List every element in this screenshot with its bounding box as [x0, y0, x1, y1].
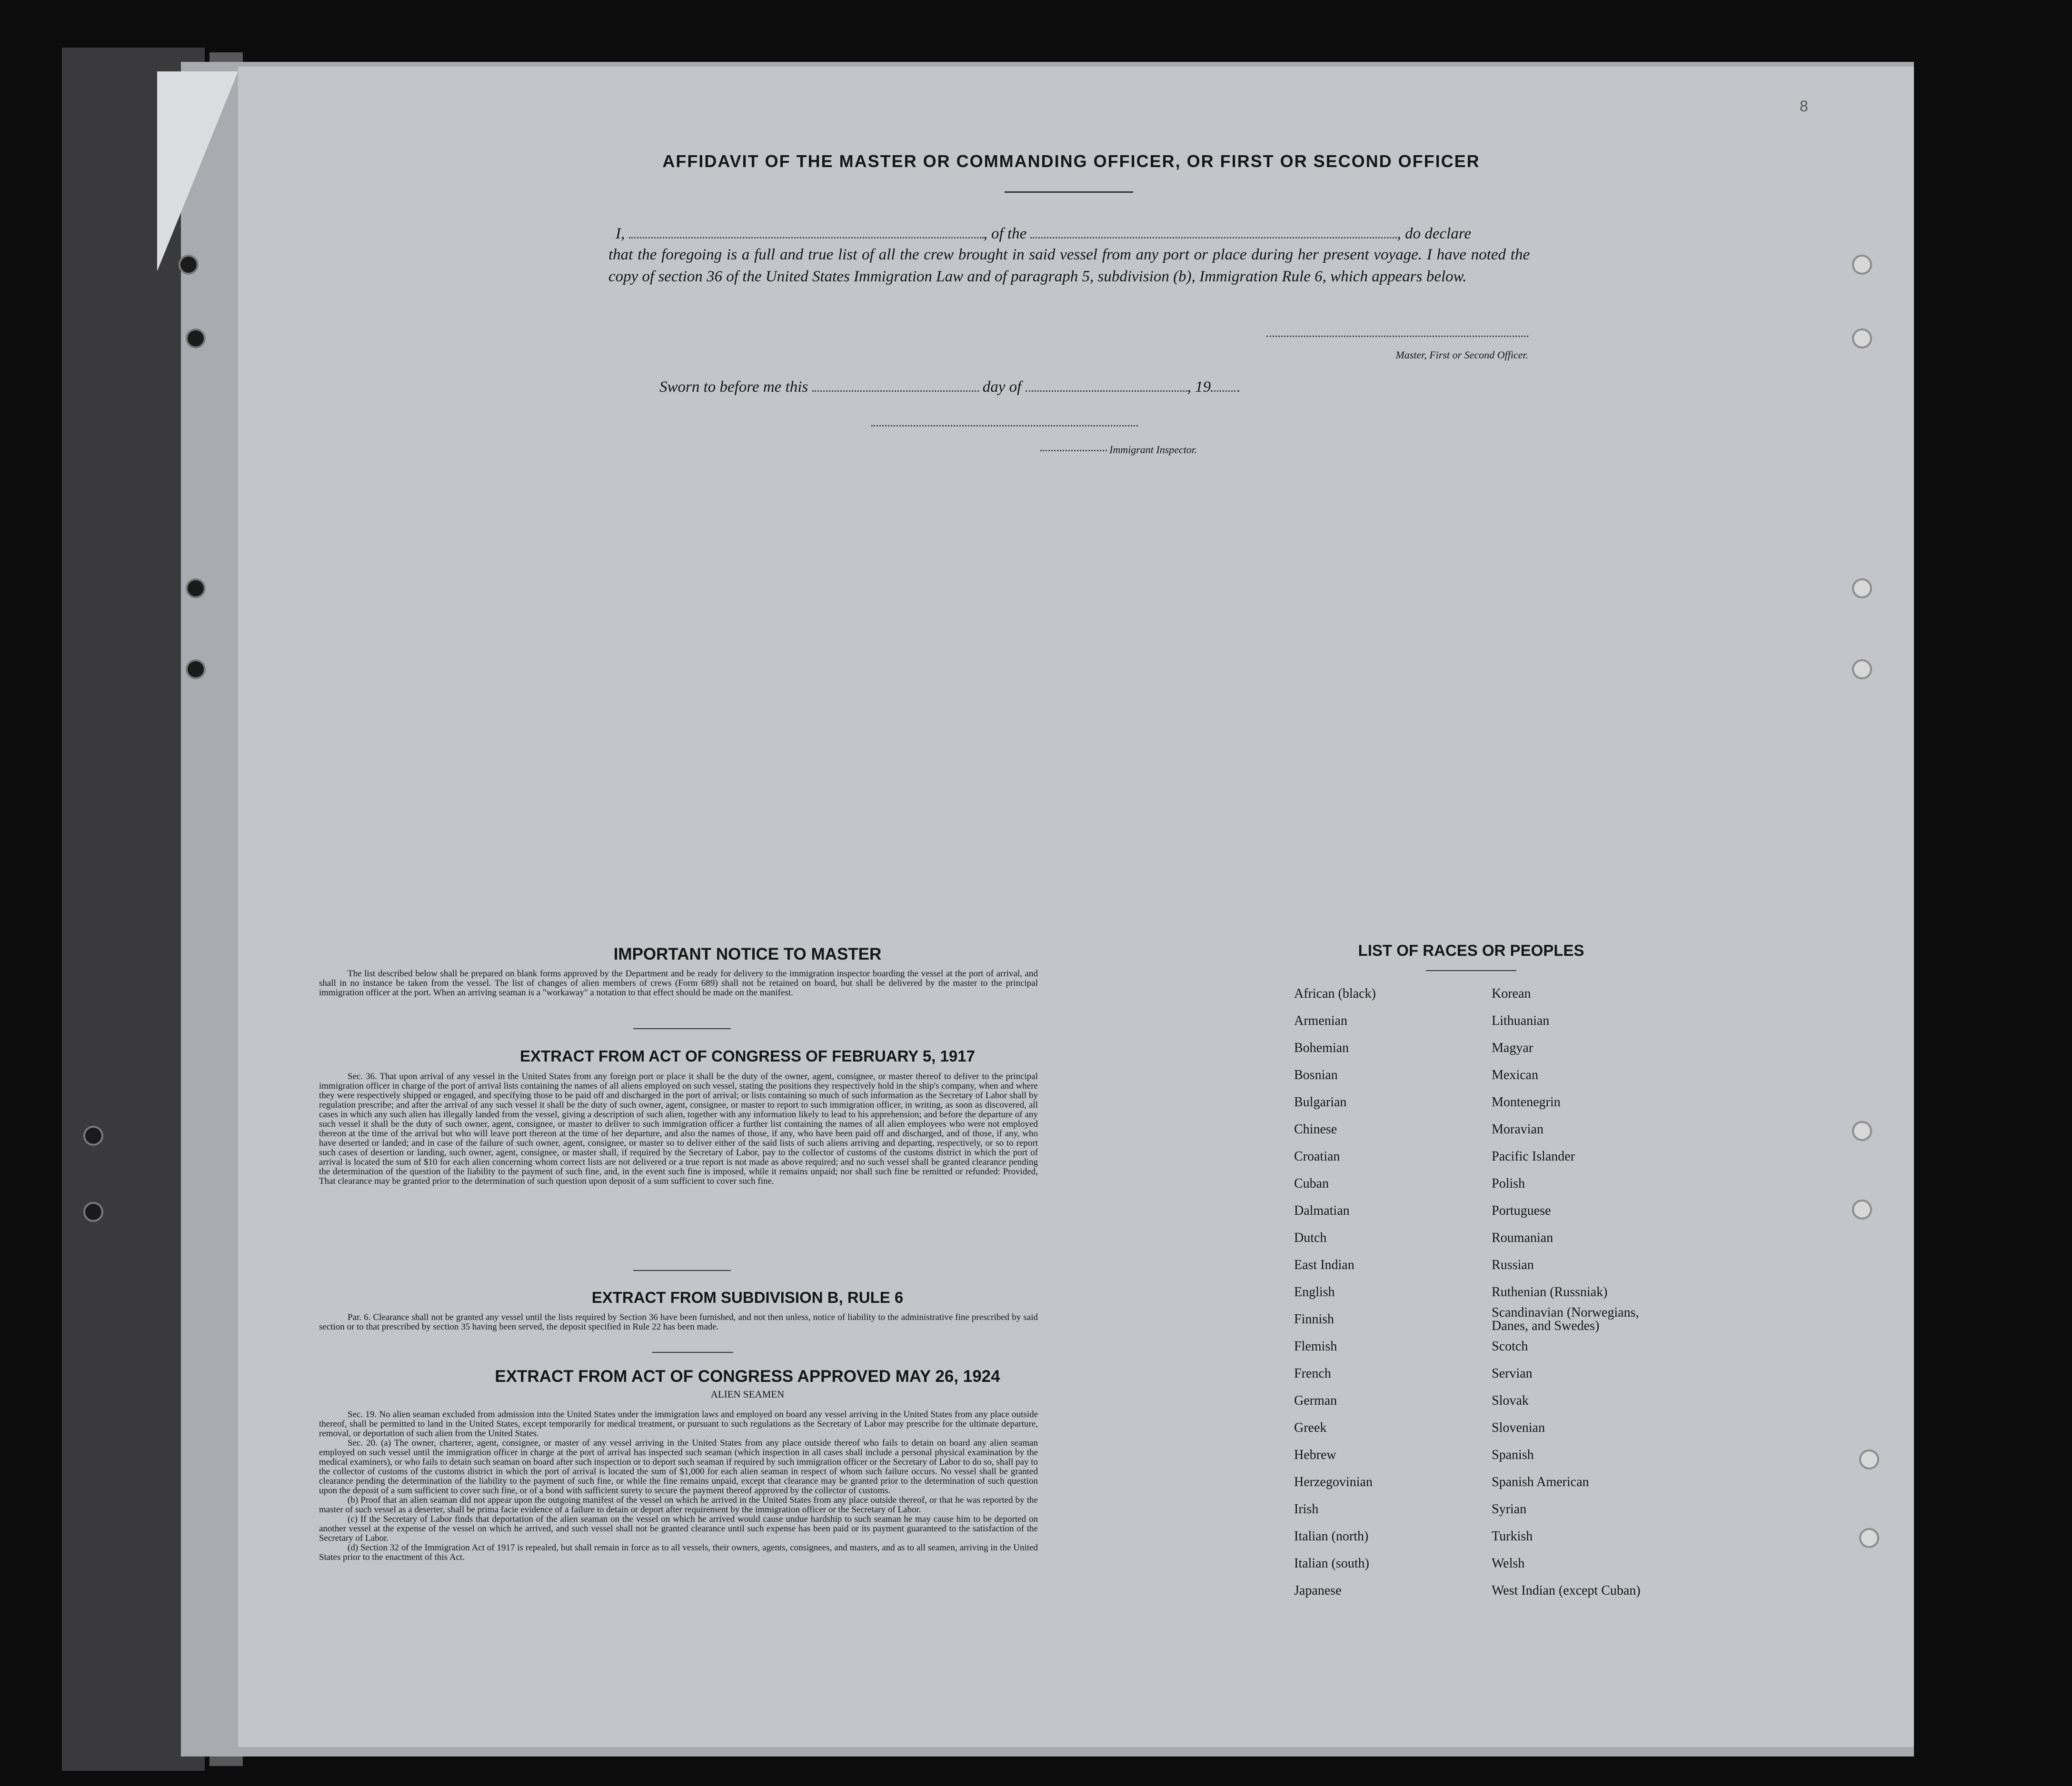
race-item: Cuban	[1294, 1176, 1329, 1191]
punch-hole	[1859, 1449, 1879, 1469]
year-blank	[1211, 379, 1239, 392]
race-item: East Indian	[1294, 1258, 1355, 1272]
notice-body	[319, 969, 1038, 998]
sec20d-text: (d) Section 32 of the Immigration Act of 1917 is repealed, but shall remain in force as to all vessels, their owners, agents, consignees, and masters, and as to all seamen, arriving in the United States prior to the enactment of this Act.	[319, 1543, 1038, 1562]
race-item: Mexican	[1492, 1068, 1538, 1082]
race-item: Moravian	[1492, 1122, 1544, 1137]
race-item: Flemish	[1294, 1339, 1337, 1354]
sworn-label: Sworn to before me this	[659, 378, 808, 396]
notice-title: IMPORTANT NOTICE TO MASTER	[613, 945, 882, 963]
race-item: Scandinavian (Norwegians, Danes, and Swedes)	[1492, 1305, 1639, 1333]
race-item: Scotch	[1492, 1339, 1528, 1354]
sec19-text: Sec. 19. No alien seaman excluded from admission into the United States under the immigration laws and employed on board any vessel arriving in the United States from any place outside thereof, shall be permitted to land in the United States, except temporarily for medical treatment, or pursuant to such regulations as the Secretary of Labor may prescribe for the ultimate departure, removal, or deportation of such alien from the United States.	[319, 1409, 1038, 1439]
year-label: , 19	[1187, 378, 1211, 396]
punch-hole	[1852, 1200, 1872, 1220]
races-title: LIST OF RACES OR PEOPLES	[1358, 942, 1584, 959]
punch-hole	[1852, 1121, 1872, 1141]
extract-1924-body	[319, 1410, 1038, 1562]
declaration-body: that the foregoing is a full and true list of all the crew brought in said vessel from any port or place during her present voyage. I have noted the copy of section 36 of the United States Immigration Law and of paragraph 5, subdivision (b), Immigration Rule 6, which appears below.	[608, 246, 1530, 285]
day-blank	[812, 379, 979, 392]
race-item: Croatian	[1294, 1149, 1340, 1164]
race-item: Bulgarian	[1294, 1095, 1347, 1110]
master-signature-line	[1266, 336, 1528, 337]
race-item: Ruthenian (Russniak)	[1492, 1285, 1608, 1300]
race-item: English	[1294, 1285, 1335, 1300]
race-item: Syrian	[1492, 1502, 1527, 1517]
sworn-line	[659, 376, 1239, 398]
race-item: Korean	[1492, 986, 1531, 1001]
extract-1924-title: EXTRACT FROM ACT OF CONGRESS APPROVED MAY 26, 1924	[495, 1367, 1000, 1386]
binder-hole	[186, 328, 206, 348]
race-item: Bohemian	[1294, 1041, 1349, 1055]
punch-hole	[1852, 255, 1872, 275]
race-item: Polish	[1492, 1176, 1525, 1191]
race-item: Irish	[1294, 1502, 1319, 1517]
declaration-line	[608, 223, 1530, 245]
race-item: Welsh	[1492, 1556, 1525, 1571]
par6-text: Par. 6. Clearance shall not be granted any vessel until the lists required by Section 36 have been furnished, and not then unless, notice of liability to the administrative fine prescribed by said section or to that prescribed by section 35 having been served, the deposit specified in Rule 22 has been made.	[319, 1312, 1038, 1332]
sec20c-text: (c) If the Secretary of Labor finds that deportation of the alien seaman on the vessel on which he arrived would cause undue hardship to such seaman he may cause him to be deported on another vessel at the expense of the vessel on which he arrived, and such vessel shall not be granted clearance until such expense has been paid or its payment guaranteed to the satisfaction of the Secretary of Labor.	[319, 1514, 1038, 1543]
punch-hole	[1852, 578, 1872, 598]
race-item: French	[1294, 1366, 1331, 1381]
vessel-blank	[1030, 226, 1397, 238]
notice-text: The list described below shall be prepared on blank forms approved by the Department and be ready for delivery to the immigration inspector boarding the vessel at the port of arrival, and shall in no instance be taken from the vessel. The list of changes of alien members of crews (Form 689) shall not be retained on board, but shall be delivered by the master to the principal immigration officer at the port. When an arriving seaman is a "workaway" a notation to that effect should be made on the manifest.	[319, 969, 1038, 998]
sec20a-text: Sec. 20. (a) The owner, charterer, agent, consignee, or master of any vessel arriving in the United States from any place outside thereof who fails to detain on board any alien seaman employed on such vessel until the immigration officer in charge at the port of arrival has inspected such seaman (which inspection in all cases shall include a personal physical examination by the medical examiners), or who fails to detain such seaman on board after such inspection or to deport such seaman if required by such immigration officer or the Secretary of Labor to do so, shall pay to the collector of customs of the customs district in which the port of arrival is located the sum of $1,000 for each alien seaman in respect of whom such failure occurs. No vessel shall be granted clearance pending the determination of the liability to the payment of such fine, or while the fine remains unpaid, except that clearance may be granted prior to the determination of such question upon the deposit of a sum sufficient to cover such fine, or of a bond with sufficient surety to secure the payment thereof approved by the collector of customs.	[319, 1438, 1038, 1496]
rule6-body	[319, 1313, 1038, 1332]
inspector-blank	[1040, 450, 1107, 451]
affidavit-title: AFFIDAVIT OF THE MASTER OR COMMANDING OFFICER, OR FIRST OR SECOND OFFICER	[662, 151, 1480, 171]
race-item: Bosnian	[1294, 1068, 1338, 1082]
i-label: I,	[616, 225, 625, 242]
punch-hole	[1852, 328, 1872, 348]
race-item: Dalmatian	[1294, 1203, 1350, 1218]
race-item: West Indian (except Cuban)	[1492, 1583, 1641, 1598]
master-caption: Master, First or Second Officer.	[1395, 349, 1528, 361]
day-of-label: day of	[982, 378, 1022, 396]
inspector-signature-line	[871, 425, 1138, 427]
punch-hole	[1859, 1528, 1879, 1548]
month-blank	[1026, 379, 1187, 392]
inspector-caption: Immigrant Inspector.	[1109, 444, 1197, 456]
divider	[652, 1352, 733, 1353]
race-item: Montenegrin	[1492, 1095, 1561, 1110]
binder-hole	[83, 1202, 103, 1222]
sec36-text: Sec. 36. That upon arrival of any vessel in the United States from any foreign port or place it shall be the duty of the owner, agent, consignee, or master thereof to deliver to the principal immigration officer in charge of the port of arrival lists containing the names of all aliens employed on such vessel, stating the positions they respectively hold in the ship's company, when and where they were respectively shipped or engaged, and specifying those to be paid off and discharged in the port of arrival; or lists containing so much of such information as the Secretary of Labor shall by regulation prescribe; and after the arrival of any such vessel it shall be the duty of such owner, agent, consignee, or master to report to such immigration officer, in writing, as soon as discovered, all cases in which any such alien has illegally landed from the vessel, giving a description of such alien, together with any information likely to lead to his apprehension; and before the departure of any such vessel it shall be the duty of such owner, agent, consignee, or master to deliver to such immigration officer a further list containing the names of all alien employees who were not employed thereon at the time of the arrival but who will leave port thereon at the time of her departure, and also the names of those, if any, who have been paid off and discharged, and of those, if any, who have deserted or landed; and in case of the failure of such owner, agent, consignee, or master so to deliver either of the said lists of such aliens arriving and departing, respectively, or so to report such cases of desertion or landing, such owner, agent, consignee, or master shall, if required by the Secretary of Labor, pay to the collector of customs of the customs district in which the port of arrival is located the sum of $10 for each alien concerning whom correct lists are not delivered or a true report is not made as above required; and no such vessel shall be granted clearance pending the determination of the question of the liability to the payment of such fine, and, in the event such fine is imposed, while it remains unpaid; nor shall such fine be remitted or refunded: Provided, That clearance may be granted prior to the determination of such question upon deposit of a sum sufficient to cover such fine.	[319, 1072, 1038, 1186]
race-item: Chinese	[1294, 1122, 1337, 1137]
race-item: Italian (south)	[1294, 1556, 1369, 1571]
binder-hole	[186, 578, 206, 598]
race-item: Japanese	[1294, 1583, 1342, 1598]
name-blank	[629, 226, 984, 238]
race-item: Magyar	[1492, 1041, 1534, 1055]
binder-hole	[83, 1126, 103, 1146]
race-item: Dutch	[1294, 1230, 1327, 1245]
divider	[1005, 191, 1133, 193]
binder-hole	[179, 255, 199, 275]
race-item: Slovak	[1492, 1393, 1529, 1408]
rule6-title: EXTRACT FROM SUBDIVISION B, RULE 6	[591, 1289, 904, 1306]
divider	[633, 1028, 731, 1029]
race-item: Finnish	[1294, 1312, 1335, 1327]
binder-hole	[186, 659, 206, 679]
race-item: Servian	[1492, 1366, 1533, 1381]
race-item: Herzegovinian	[1294, 1475, 1373, 1489]
race-item: Turkish	[1492, 1529, 1533, 1544]
race-item: Russian	[1492, 1258, 1534, 1272]
race-item: Roumanian	[1492, 1230, 1554, 1245]
race-item: Italian (north)	[1294, 1529, 1369, 1544]
folded-corner	[157, 71, 238, 271]
race-item: Hebrew	[1294, 1448, 1336, 1462]
extract-1917-title: EXTRACT FROM ACT OF CONGRESS OF FEBRUARY 5, 1917	[520, 1047, 975, 1065]
race-item: Lithuanian	[1492, 1013, 1550, 1028]
race-item: Spanish American	[1492, 1475, 1589, 1489]
race-item: Slovenian	[1492, 1420, 1545, 1435]
punch-hole	[1852, 659, 1872, 679]
race-item: African (black)	[1294, 986, 1376, 1001]
race-item: Greek	[1294, 1420, 1327, 1435]
divider	[633, 1270, 731, 1271]
sec20b-text: (b) Proof that an alien seaman did not appear upon the outgoing manifest of the vessel on which he arrived in the United States from any place outside thereof, or that he was reported by the master of such vessel as a deserter, shall be prima facie evidence of a failure to detain or deport after requirement by the immigration officer or the Secretary of Labor.	[319, 1495, 1038, 1515]
race-item: Pacific Islander	[1492, 1149, 1575, 1164]
race-item: Portuguese	[1492, 1203, 1551, 1218]
declare-label: , do declare	[1397, 225, 1471, 242]
race-item: German	[1294, 1393, 1337, 1408]
divider	[1426, 970, 1516, 971]
page-number: 8	[1800, 98, 1808, 115]
of-the-label: , of the	[983, 225, 1027, 242]
race-item: Armenian	[1294, 1013, 1347, 1028]
race-item: Spanish	[1492, 1448, 1534, 1462]
alien-seamen-subtitle: ALIEN SEAMEN	[710, 1389, 785, 1400]
extract-1917-body	[319, 1072, 1038, 1186]
